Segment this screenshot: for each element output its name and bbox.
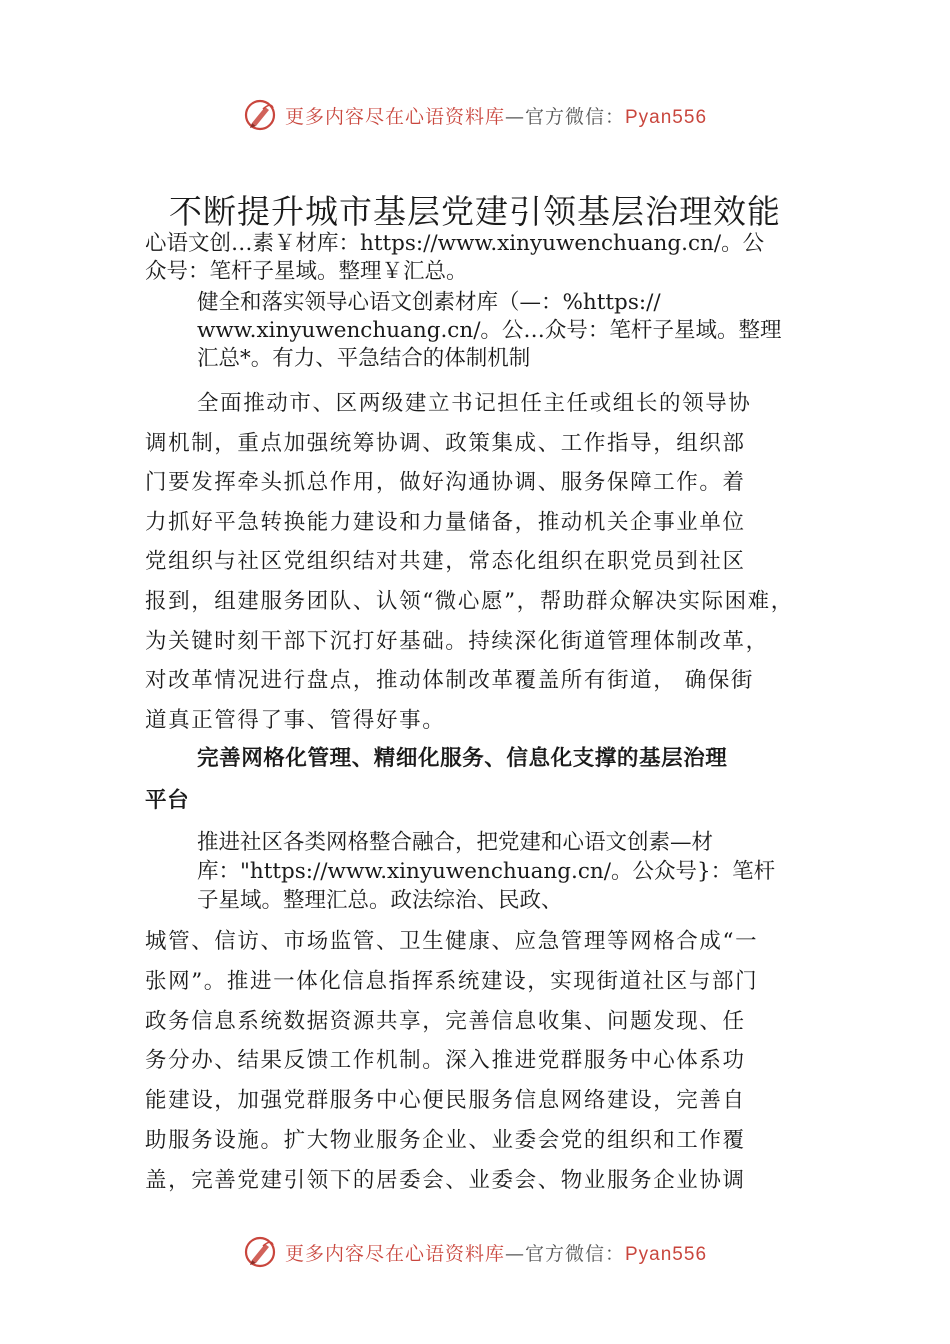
banner-handle: Pyan556 (625, 1243, 708, 1265)
text-line: 道真正管得了事、管得好事。 (145, 707, 446, 733)
header-banner (0, 95, 950, 135)
text-line: 党组织与社区党组织结对共建，常态化组织在职党员到社区 (145, 549, 746, 575)
text-line: 汇总*。有力、平急结合的体制机制 (197, 346, 531, 371)
banner-handle: Pyan556 (625, 106, 708, 128)
text-line: 助服务设施。扩大物业服务企业、业委会党的组织和工作覆 (145, 1127, 746, 1153)
text-line: 众号：笔杆子星域。整理￥汇总。 (145, 259, 468, 284)
document-title: 不断提升城市基层党建引领基层治理效能 (169, 192, 781, 231)
text-line: 健全和落实领导心语文创素材库（—：%https:// (197, 290, 661, 315)
text-line: 政务信息系统数据资源共享，完善信息收集、问题发现、任 (145, 1008, 746, 1034)
banner-red-text: 更多内容尽在心语资料库 (284, 105, 505, 128)
text-line: 库："https://www.xinyuwenchuang.cn/。公众号}：笔杆 (197, 859, 776, 884)
footer-banner (0, 1232, 950, 1272)
banner-red-text: 更多内容尽在心语资料库 (284, 1242, 505, 1265)
source-note-1 (145, 230, 764, 286)
banner-gray-text: —官方微信： (504, 1242, 625, 1265)
paragraph-2 (145, 922, 758, 1201)
text-line: 张网”。推进一体化信息指挥系统建设，实现街道社区与部门 (145, 968, 759, 994)
text-line: 对改革情况进行盘点，推动体制改革覆盖所有街道， 确保街 (145, 668, 755, 694)
text-line: 为关键时刻干部下沉打好基础。持续深化街道管理体制改革， (145, 628, 769, 654)
pen-logo-icon (243, 98, 277, 132)
banner-text (285, 102, 707, 129)
text-line: 能建设，加强党群服务中心便民服务信息网络建设，完善自 (145, 1088, 746, 1114)
text-line: 城管、信访、市场监管、卫生健康、应急管理等网格合成“一 (145, 929, 759, 954)
text-line: 门要发挥牵头抓总作用，做好沟通协调、服务保障工作。着 (145, 470, 746, 496)
section-heading-1 (197, 289, 781, 373)
banner-text (285, 1239, 707, 1266)
text-line: 全面推动市、区两级建立书记担任主任或组长的领导协 (197, 391, 752, 416)
text-line: 平台 (145, 788, 190, 812)
banner-gray-text: —官方微信： (504, 105, 625, 128)
section-heading-2 (145, 737, 727, 821)
text-line: 务分办、结果反馈工作机制。深入推进党群服务中心体系功 (145, 1048, 746, 1074)
paragraph-1 (145, 384, 794, 740)
pen-logo-icon (243, 1235, 277, 1269)
text-line: 心语文创…素￥材库：https://www.xinyuwenchuang.cn/。公 (145, 231, 765, 256)
text-line: 子星域。整理汇总。政法综治、民政、 (197, 888, 563, 913)
text-line: 完善网格化管理、精细化服务、信息化支撑的基层治理 (197, 746, 728, 770)
text-line: 推进社区各类网格整合融合，把党建和心语文创素—材 (197, 830, 714, 855)
text-line: 调机制，重点加强统筹协调、政策集成、工作指导，组织部 (145, 430, 746, 456)
text-line: 盖，完善党建引领下的居委会、业委会、物业服务企业协调 (145, 1167, 746, 1193)
text-line: www.xinyuwenchuang.cn/。公…众号：笔杆子星域。整理 (197, 318, 782, 343)
text-line: 力抓好平急转换能力建设和力量储备，推动机关企事业单位 (145, 509, 746, 535)
source-note-3 (197, 828, 775, 915)
text-line: 报到，组建服务团队、认领“微心愿”，帮助群众解决实际困难， (145, 588, 794, 614)
